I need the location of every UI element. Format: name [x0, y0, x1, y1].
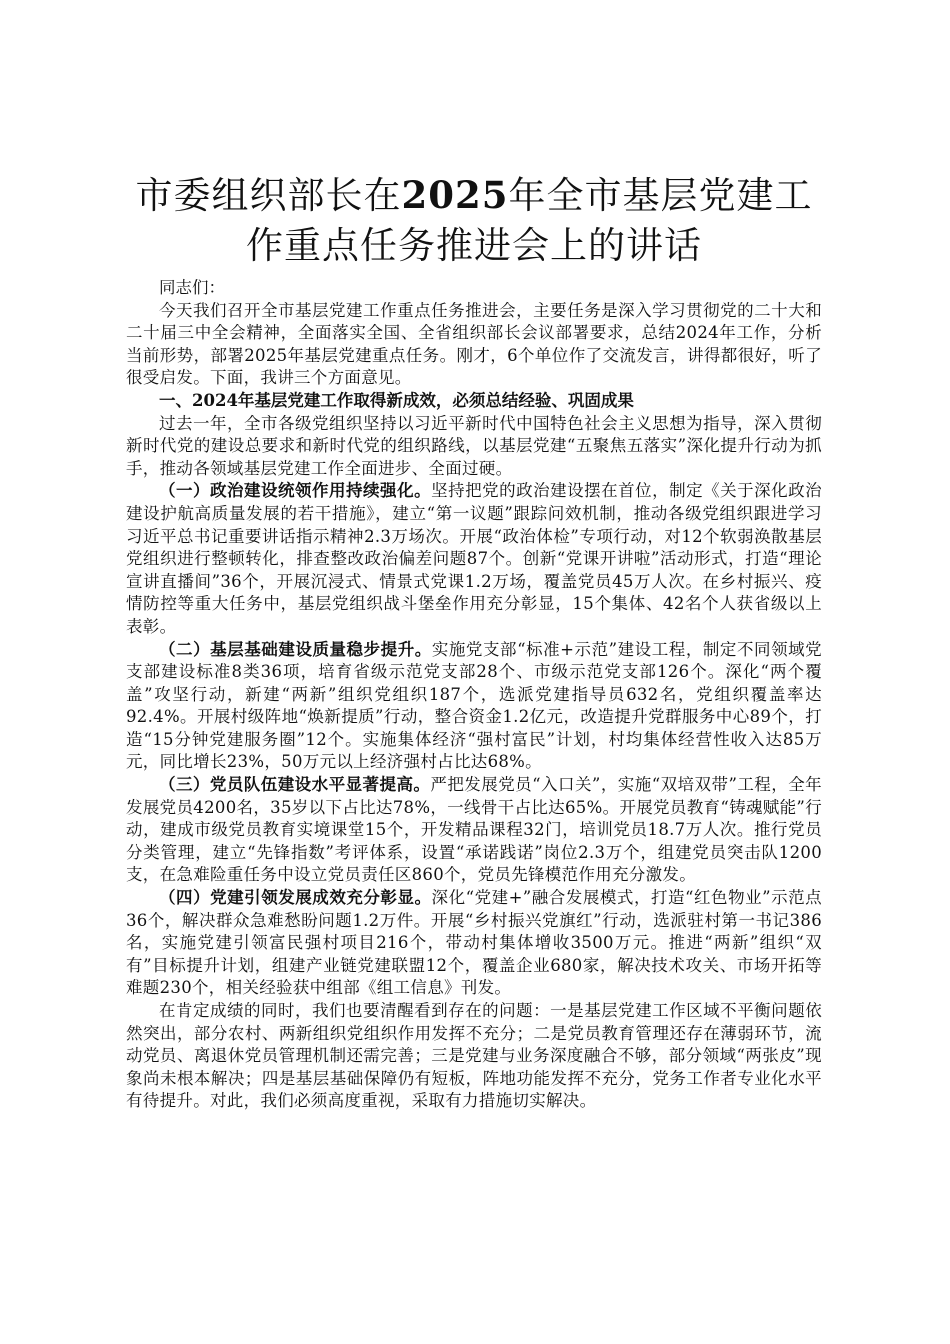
document-page — [126, 170, 822, 1113]
item4-heading: （四）党建引领发展成效充分彰显。 — [159, 888, 432, 908]
section1-overview: 过去一年，全市各级党组织坚持以习近平新时代中国特色社会主义思想为指导，深入贯彻新时代党的建设总要求和新时代党的组织路线，以基层党建“五聚焦五落实”深化提升行动为抓手，推动各领域基层党建工作全面进步、全面过硬。 — [126, 413, 822, 478]
item2-heading: （二）基层基础建设质量稳步提升。 — [159, 639, 432, 659]
section1-heading: 一、2024年基层党建工作取得新成效，必须总结经验、巩固成果 — [159, 390, 634, 410]
title-year: 2025 — [401, 173, 509, 217]
title-part1: 市委组织部长在 — [135, 174, 402, 217]
item2-body: 实施党支部“标准+示范”建设工程，制定不同领域党支部建设标准8类36项，培育省级示范党支部28个、市级示范党支部126个。深化“两个覆盖”攻坚行动，新建“两新”组织党组织187个，选派党建指导员632名，党组织覆盖率达92.4%。开展村级阵地“焕新提质”行动，整合资金1.2亿元，改造提升党群服务中心89个，打造“15分钟党建服务圈”12个。实施集体经济“强村富民”计划，村均集体经营性收入达85万元，同比增长23%，50万元以上经济强村占比达68%。 — [126, 639, 822, 772]
item3-body: 严把发展党员“入口关”，实施“双培双带”工程，全年发展党员4200名，35岁以下占比达78%，一线骨干占比达65%。开展党员教育“铸魂赋能”行动，建成市级党员教育实境课堂15个，开发精品课程32门，培训党员18.7万人次。推行党员分类管理，建立“先锋指数”考评体系，设置“承诺践诺”岗位2.3万个，组建党员突击队1200支，在急难险重任务中设立党员责任区860个，党员先锋模范作用充分激发。 — [126, 775, 822, 885]
title-part2: 年全市基层党建工作重点任务推进会上的讲话 — [246, 174, 813, 267]
item4-body: 深化“党建+”融合发展模式，打造“红色物业”示范点36个，解决群众急难愁盼问题1.2万件。开展“乡村振兴党旗红”行动，选派驻村第一书记386名，实施党建引领富民强村项目216个，带动村集体增收3500万元。推进“两新”组织“双有”目标提升计划，组建产业链党建联盟12个，覆盖企业680家，解决技术攻关、市场开拓等难题230个，相关经验获中组部《组工信息》刊发。 — [126, 888, 822, 998]
item1-heading: （一）政治建设统领作用持续强化。 — [159, 481, 432, 501]
intro-paragraph: 今天我们召开全市基层党建工作重点任务推进会，主要任务是深入学习贯彻党的二十大和二十届三中全会精神，全面落实全国、全省组织部长会议部署要求，总结2024年工作，分析当前形势，部署2025年基层党建重点任务。刚才，6个单位作了交流发言，讲得都很好，听了很受启发。下面，我讲三个方面意见。 — [126, 300, 822, 388]
item4-paragraph — [126, 887, 822, 1000]
document-title — [126, 170, 822, 271]
item1-paragraph — [126, 480, 822, 638]
item3-heading: （三）党员队伍建设水平显著提高。 — [159, 775, 431, 795]
item2-paragraph — [126, 639, 822, 775]
item3-paragraph — [126, 774, 822, 887]
greeting: 同志们： — [159, 278, 225, 297]
problems-paragraph: 在肯定成绩的同时，我们也要清醒看到存在的问题：一是基层党建工作区域不平衡问题依然突出，部分农村、两新组织党组织作用发挥不充分；二是党员教育管理还存在薄弱环节，流动党员、离退休党员管理机制还需完善；三是党建与业务深度融合不够，部分领域“两张皮”现象尚未根本解决；四是基层基础保障仍有短板，阵地功能发挥不充分，党务工作者专业化水平有待提升。对此，我们必须高度重视，采取有力措施切实解决。 — [126, 1001, 822, 1111]
item1-body: 坚持把党的政治建设摆在首位，制定《关于深化政治建设护航高质量发展的若干措施》，建立“第一议题”跟踪问效机制，推动各级党组织跟进学习习近平总书记重要讲话指示精神2.3万场次。开展“政治体检”专项行动，对12个软弱涣散基层党组织进行整顿转化，排查整改政治偏差问题87个。创新“党课开讲啦”活动形式，打造“理论宣讲直播间”36个，开展沉浸式、情景式党课1.2万场，覆盖党员45万人次。在乡村振兴、疫情防控等重大任务中，基层党组织战斗堡垒作用充分彰显，15个集体、42名个人获省级以上表彰。 — [126, 481, 822, 636]
